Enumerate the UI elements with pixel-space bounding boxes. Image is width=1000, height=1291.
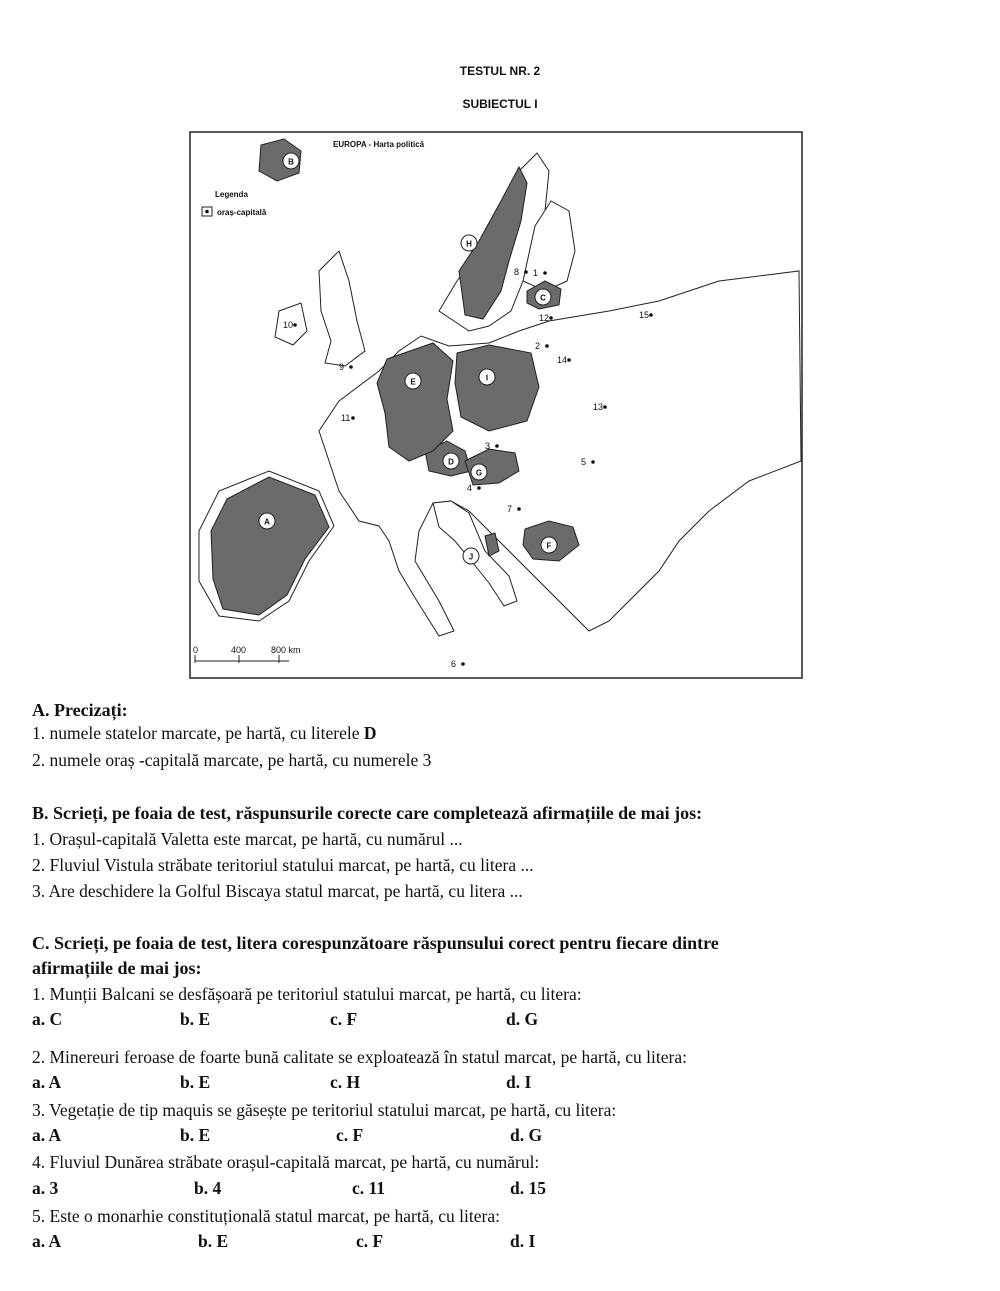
- q1-option-a: a. C: [32, 1009, 63, 1029]
- capital-number-5: 5: [581, 457, 587, 467]
- q1-option-d: d. G: [506, 1009, 539, 1029]
- capital-dot-3: [495, 444, 499, 448]
- section-a-item-2: 2. numele oraș -capitală marcate, pe hartă, cu numerele 3: [32, 750, 432, 770]
- capital-number-2: 2: [535, 341, 541, 351]
- q5-option-c: c. F: [356, 1231, 384, 1251]
- letter-label-B: B: [288, 157, 294, 167]
- question-4: 4. Fluviul Dunărea străbate orașul-capitală marcat, pe hartă, cu numărul:: [32, 1152, 540, 1172]
- q4-option-a: a. 3: [32, 1178, 59, 1198]
- q5-option-a: a. A: [32, 1231, 62, 1251]
- scale-800: 800 km: [271, 645, 301, 655]
- q4-option-c: c. 11: [352, 1178, 386, 1198]
- capital-number-4: 4: [467, 483, 473, 493]
- q2-option-a: a. A: [32, 1072, 62, 1092]
- letter-label-F: F: [546, 541, 552, 551]
- section-a-title: A. Precizați:: [32, 700, 128, 720]
- state-I: [455, 345, 539, 431]
- section-b-item-1: 1. Orașul-capitală Valetta este marcat, pe hartă, cu numărul ...: [32, 829, 463, 849]
- capital-dot-11: [351, 416, 355, 420]
- capital-dot-14: [567, 358, 571, 362]
- q4-option-d: d. 15: [510, 1178, 546, 1198]
- letter-label-E: E: [410, 377, 416, 387]
- q5-option-d: d. I: [510, 1231, 536, 1251]
- capital-dot-9: [349, 365, 353, 369]
- capital-dot-12: [549, 316, 553, 320]
- capital-number-7: 7: [507, 504, 513, 514]
- section-c-title-line-1: C. Scrieți, pe foaia de test, litera corespunzătoare răspunsului corect pentru fiecare dintre: [32, 933, 719, 953]
- letter-label-G: G: [475, 468, 483, 478]
- section-b-item-2: 2. Fluviul Vistula străbate teritoriul statului marcat, pe hartă, cu litera ...: [32, 855, 534, 875]
- subject-title: SUBIECTUL I: [462, 97, 538, 111]
- q1-option-c: c. F: [330, 1009, 358, 1029]
- q2-option-c: c. H: [330, 1072, 361, 1092]
- capital-number-3: 3: [485, 441, 491, 451]
- capital-number-9: 9: [339, 362, 345, 372]
- letter-label-I: I: [485, 373, 489, 383]
- capital-number-8: 8: [514, 267, 520, 277]
- question-2: 2. Minereuri feroase de foarte bună calitate se exploatează în statul marcat, pe hartă, cu litera:: [32, 1047, 687, 1067]
- legend-item: oraș-capitală: [217, 208, 267, 217]
- section-c-title-line-2: afirmațiile de mai jos:: [32, 958, 202, 978]
- capital-dot-8: [524, 270, 528, 274]
- map-title: EUROPA - Harta politică: [333, 140, 425, 149]
- question-1: 1. Munții Balcani se desfășoară pe teritoriul statului marcat, pe hartă, cu litera:: [32, 984, 582, 1004]
- europe-political-map: [189, 131, 803, 679]
- capital-number-10: 10: [283, 320, 294, 330]
- capital-dot-10: [293, 323, 297, 327]
- capital-number-1: 1: [533, 268, 539, 278]
- section-b-title: B. Scrieți, pe foaia de test, răspunsurile corecte care completează afirmațiile de mai jos:: [32, 803, 703, 823]
- letter-label-D: D: [448, 457, 454, 467]
- legend-capital-dot: [205, 210, 209, 214]
- capital-number-15: 15: [639, 310, 650, 320]
- capital-number-12: 12: [539, 313, 550, 323]
- scale-0: 0: [193, 645, 199, 655]
- capital-number-13: 13: [593, 402, 604, 412]
- scale-400: 400: [231, 645, 247, 655]
- capital-dot-15: [649, 313, 653, 317]
- letter-label-J: J: [468, 552, 474, 562]
- capital-dot-2: [545, 344, 549, 348]
- q3-option-b: b. E: [180, 1125, 211, 1145]
- letter-label-C: C: [540, 293, 546, 303]
- test-title: TESTUL NR. 2: [459, 64, 541, 78]
- q5-option-b: b. E: [198, 1231, 229, 1251]
- capital-dot-7: [517, 507, 521, 511]
- question-5: 5. Este o monarhie constituțională statul marcat, pe hartă, cu litera:: [32, 1206, 500, 1226]
- letter-label-H: H: [466, 239, 472, 249]
- letter-label-A: A: [264, 517, 270, 527]
- capital-number-6: 6: [451, 659, 457, 669]
- capital-dot-1: [543, 271, 547, 275]
- capital-dot-6: [461, 662, 465, 666]
- section-a-item-1: 1. numele statelor marcate, pe hartă, cu literele D: [32, 723, 377, 743]
- legend-title: Legenda: [215, 190, 248, 199]
- capital-number-14: 14: [557, 355, 568, 365]
- q4-option-b: b. 4: [194, 1178, 222, 1198]
- question-3: 3. Vegetație de tip maquis se găsește pe teritoriul statului marcat, pe hartă, cu litera:: [32, 1100, 617, 1120]
- capital-dot-5: [591, 460, 595, 464]
- capital-number-11: 11: [341, 413, 351, 423]
- q2-option-d: d. I: [506, 1072, 532, 1092]
- capital-dot-13: [603, 405, 607, 409]
- capital-dot-4: [477, 486, 481, 490]
- q3-option-a: a. A: [32, 1125, 62, 1145]
- section-b-item-3: 3. Are deschidere la Golful Biscaya statul marcat, pe hartă, cu litera ...: [32, 881, 523, 901]
- q1-option-b: b. E: [180, 1009, 211, 1029]
- q3-option-d: d. G: [510, 1125, 543, 1145]
- q3-option-c: c. F: [336, 1125, 364, 1145]
- q2-option-b: b. E: [180, 1072, 211, 1092]
